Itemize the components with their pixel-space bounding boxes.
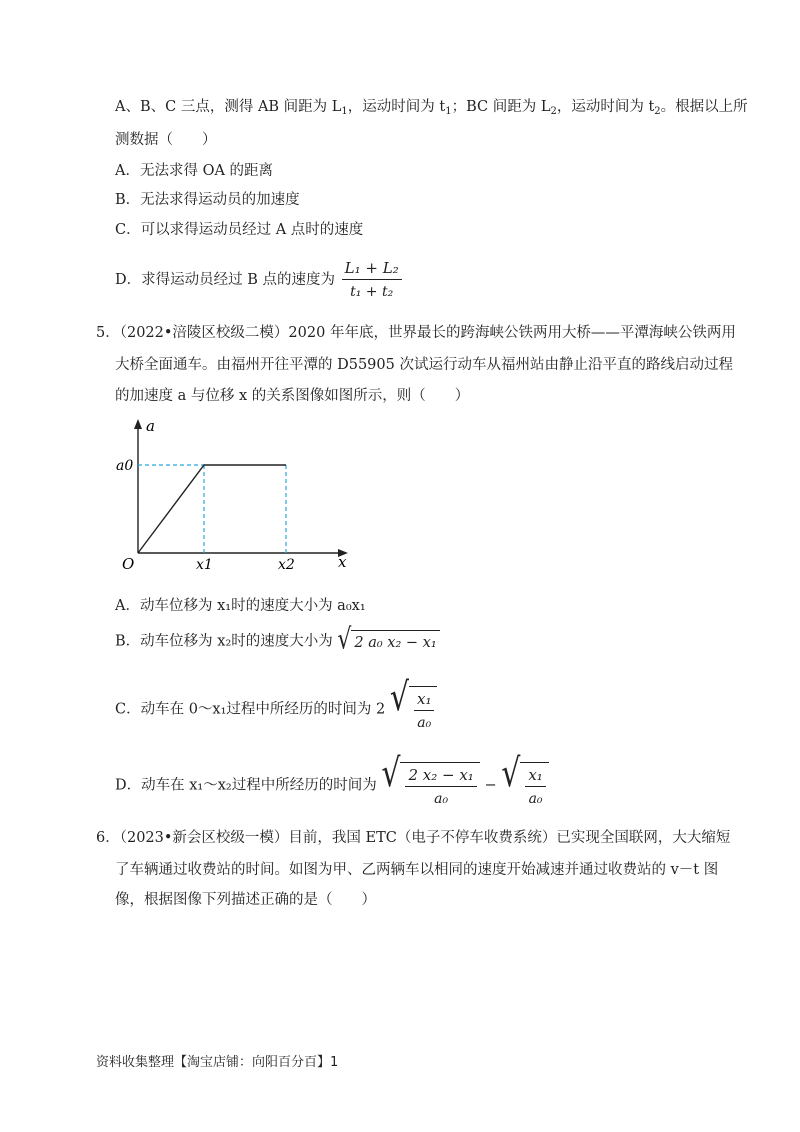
page-footer: 资料收集整理【淘宝店铺：向阳百分百】1	[96, 1055, 339, 1070]
origin-label: O	[122, 555, 135, 573]
q5-option-d-sqrt1: √ $\frac{\text{2 x₂ − x₁}}{\text{a₀}}$	[381, 762, 480, 809]
q5-stem-line3: 的加速度 a 与位移 x 的关系图像如图所示，则（ ）	[115, 388, 470, 404]
q5-option-d-sqrt2: √ $\frac{\text{x₁}}{\text{a₀}}$	[501, 762, 549, 809]
q5-option-c: C．动车在 0～x₁过程中所经历的时间为 2 √ $\frac{\text{x₁}}{\text{a₀}}$	[115, 686, 437, 733]
q6-stem-line2: 了车辆通过收费站的时间。如图为甲、乙两辆车以相同的速度开始减速并通过收费站的 v－t 图	[115, 862, 719, 878]
q5-option-b: B．动车位移为 x₂时的速度大小为 √ 2 a₀ x₂ − x₁	[115, 630, 440, 653]
q5-option-d: D．动车在 x₁～x₂过程中所经历的时间为 √ $\frac{\text{2 x₂ − x₁}}{\text{a₀}}$ − √ $\frac{\text{x₁}}{\text{a₀}}$	[115, 762, 549, 809]
q4-option-d-fraction: $\frac{\text{L₁ + L₂}}{\text{t₁ + t₂}}$	[342, 258, 402, 302]
q4-stem-line1: A、B、C 三点，测得 AB 间距为 $L_1$，运动时间为 $t_1$；BC 间距为 $L_2$，运动时间为 $t_2$。根据以上所	[115, 99, 748, 117]
acceleration-curve	[138, 465, 286, 553]
q4-option-d: D．求得运动员经过 B 点的速度为 $\frac{\text{L₁ + L₂}}{\text{t₁ + t₂}}$	[115, 258, 402, 302]
q6-stem-line3: 像，根据图像下列描述正确的是（ ）	[115, 892, 376, 908]
q5-stem-line1: 5．（2022•涪陵区校级二模）2020 年年底，世界最长的跨海峡公铁两用大桥——平潭海峡公铁两用	[96, 325, 736, 341]
q5-option-c-sqrt: √ $\frac{\text{x₁}}{\text{a₀}}$	[390, 686, 438, 733]
a-x-graph	[110, 415, 360, 575]
x1-label: x1	[196, 557, 213, 573]
q5-option-a: A．动车位移为 x₁时的速度大小为 a₀x₁	[115, 598, 366, 614]
q5-stem-line2: 大桥全面通车。由福州开往平潭的 D55905 次试运行动车从福州站由静止沿平直的路线启动过程	[115, 357, 733, 373]
y-axis-label: a	[146, 417, 155, 435]
q6-stem-line1: 6．（2023•新会区校级一模）目前，我国 ETC（电子不停车收费系统）已实现全国联网，大大缩短	[96, 830, 731, 846]
x2-label: x2	[278, 557, 295, 573]
q5-option-b-sqrt: √ 2 a₀ x₂ − x₁	[337, 630, 439, 653]
q4-option-c: C．可以求得运动员经过 A 点时的速度	[115, 222, 364, 238]
x-axis-label: x	[338, 553, 347, 571]
a0-label: a0	[116, 458, 134, 474]
q4-stem-line2: 测数据（ ）	[115, 132, 217, 148]
q4-option-b: B．无法求得运动员的加速度	[115, 192, 300, 208]
q4-option-a: A．无法求得 OA 的距离	[115, 163, 274, 179]
y-axis-arrow	[134, 419, 142, 429]
